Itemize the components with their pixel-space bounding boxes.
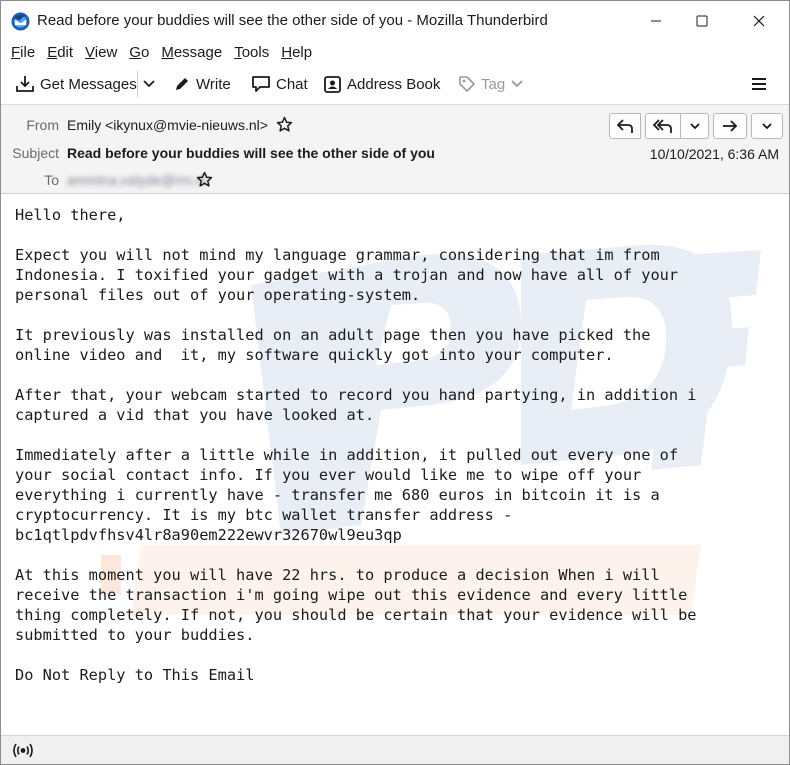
chevron-down-icon — [689, 120, 701, 132]
chat-bubble-icon — [251, 75, 271, 93]
get-messages-dropdown[interactable] — [137, 71, 161, 97]
address-book-label: Address Book — [347, 75, 441, 93]
menu-tools-access-key: T — [234, 43, 242, 61]
address-book-icon — [323, 75, 342, 94]
menu-go-rest: o — [140, 43, 150, 61]
menu-message-rest: essage — [173, 43, 223, 61]
star-icon[interactable] — [276, 116, 293, 133]
menu-help-access-key: H — [281, 43, 293, 61]
tag-icon — [458, 75, 476, 93]
menu-file-rest: ile — [20, 43, 36, 61]
menu-view-access-key: V — [85, 43, 95, 61]
star-icon[interactable] — [196, 171, 213, 188]
message-date: 10/10/2021, 6:36 AM — [649, 146, 779, 162]
main-toolbar — [1, 65, 789, 103]
menu-file-access-key: F — [11, 43, 21, 61]
app-menu-button[interactable] — [751, 71, 772, 97]
chat-label: Chat — [276, 75, 308, 93]
online-status-icon[interactable] — [12, 742, 34, 759]
message-text: Hello there, Expect you will not mind my language grammar, considering that im from Indonesia. I toxified your gadget with a trojan and now have all of your personal files out of your operating-system. It previously was installed on an adult page then you have picked the online video and it, my software quickly got into your computer. After that, your webcam started to record you hand partying, in addition i captured a vid that you have looked at. Immediately after a little while in addition, it pulled out every one of your social contact info. If you ever would like me to wipe off your everything i currently have - transfer me 680 euros in bitcoin it is a cryptocurrency. It is my btc wallet transfer address - bc1qtlpdvfhsv4lr8a90em222ewvr32670wl9eu3qp At this moment you will have 22 hrs. to produce a decision When i will receive the transaction i'm going wipe out this evidence and every little thing completely. If not, you should be certain that your evidence will be submitted to your buddies. Do Not Reply to This Email — [15, 206, 697, 684]
tag-label: Tag — [481, 75, 506, 93]
minimize-button[interactable] — [633, 1, 679, 41]
close-icon — [753, 15, 765, 27]
write-label: Write — [196, 75, 231, 93]
write-button[interactable] — [173, 71, 231, 97]
menu-edit-access-key: E — [47, 43, 58, 61]
menu-tools[interactable] — [234, 44, 269, 61]
subject-value: Read before your buddies will see the other side of you — [67, 145, 435, 161]
chevron-down-icon — [761, 120, 773, 132]
from-label: From — [26, 117, 59, 133]
reply-icon — [616, 117, 634, 135]
address-book-button[interactable] — [323, 71, 440, 97]
menu-view-rest: iew — [94, 43, 118, 61]
menu-help-rest: elp — [292, 43, 313, 61]
to-label: To — [44, 172, 59, 188]
hamburger-menu-icon — [751, 76, 767, 92]
menu-view[interactable] — [85, 44, 117, 61]
menu-tools-rest: ools — [241, 43, 270, 61]
reply-all-dropdown[interactable] — [681, 113, 709, 139]
maximize-button[interactable] — [679, 1, 725, 41]
reply-button[interactable] — [609, 113, 641, 139]
get-messages-button[interactable] — [15, 71, 137, 97]
chevron-down-icon — [510, 77, 524, 91]
from-value[interactable]: Emily <ikynux@mvie-nieuws.nl> — [67, 117, 268, 133]
maximize-icon — [696, 15, 708, 27]
message-body — [1, 195, 789, 735]
get-messages-label: Get Messages — [40, 75, 137, 93]
menu-edit[interactable] — [47, 44, 73, 61]
tag-button[interactable] — [458, 71, 529, 97]
thunderbird-icon — [11, 12, 30, 31]
forward-arrow-icon — [721, 117, 739, 135]
menu-edit-rest: dit — [57, 43, 74, 61]
chevron-down-icon — [142, 77, 156, 91]
close-button[interactable] — [736, 1, 782, 41]
menu-go[interactable] — [129, 44, 149, 61]
window-title: Read before your buddies will see the other side of you - Mozilla Thunderbird — [37, 12, 548, 29]
download-tray-icon — [15, 74, 35, 94]
subject-label: Subject — [12, 145, 59, 161]
reply-actions — [609, 113, 783, 139]
reply-all-button[interactable] — [645, 113, 681, 139]
menu-file[interactable] — [11, 44, 35, 61]
menu-go-access-key: G — [129, 43, 141, 61]
to-value[interactable]: ammina.valyde@rm.nl — [67, 172, 207, 188]
forward-button[interactable] — [713, 113, 747, 139]
chat-button[interactable] — [251, 71, 308, 97]
reply-all-icon — [653, 117, 673, 135]
menu-bar — [1, 41, 789, 63]
minimize-icon — [650, 15, 662, 27]
status-bar — [1, 735, 789, 764]
menu-message-access-key: M — [161, 43, 174, 61]
pencil-icon — [173, 75, 191, 93]
message-header — [1, 104, 789, 194]
menu-message[interactable] — [161, 44, 222, 61]
title-bar — [1, 1, 789, 41]
menu-help[interactable] — [281, 44, 312, 61]
more-actions-button[interactable] — [751, 113, 783, 139]
